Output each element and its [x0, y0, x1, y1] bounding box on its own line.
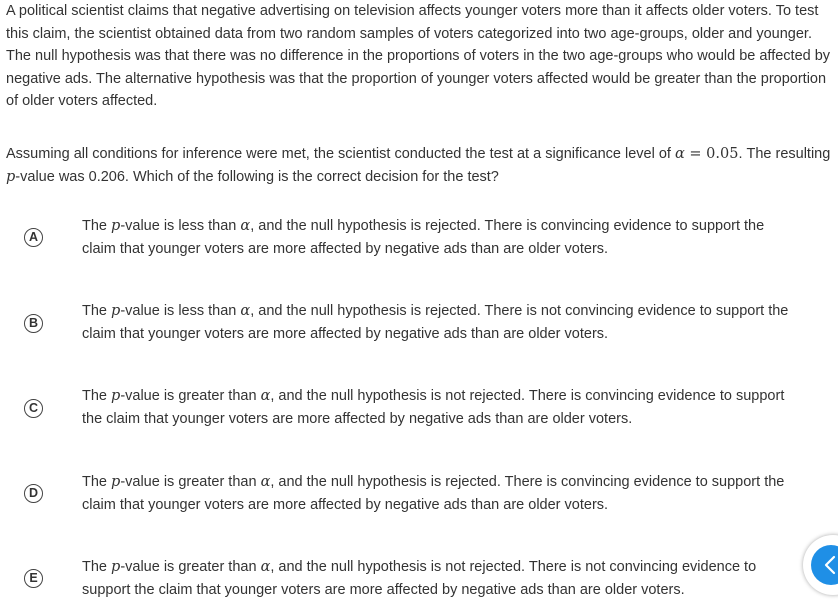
option-text-part: The: [82, 474, 112, 490]
side-panel-toggle-circle[interactable]: [811, 545, 838, 585]
option-b-text: [82, 300, 794, 345]
question-stem-paragraph-2: [6, 143, 834, 188]
stem-text-part-2: . The resulting: [738, 146, 831, 162]
p-symbol: p: [111, 303, 121, 319]
option-letter-c-button[interactable]: C: [24, 399, 43, 418]
alpha-symbol: α: [260, 474, 271, 490]
option-text-part: -value is greater than: [120, 559, 261, 575]
stem-text-part-3: -value was 0.206. Which of the following is the correct decision for the test?: [15, 168, 499, 185]
option-letter-a-button[interactable]: A: [24, 228, 43, 247]
option-text-part: , and the null hypothesis is not rejected. There is not convincing evidence to support the claim that younger voters are more affected by negative ads than are older voters.: [82, 559, 757, 598]
alpha-symbol: α: [240, 303, 251, 319]
p-symbol: p: [111, 388, 121, 404]
alpha-symbol: α: [260, 559, 271, 575]
option-letter-d-button[interactable]: D: [24, 484, 43, 503]
option-text-part: -value is greater than: [120, 388, 261, 404]
option-a-text: [82, 215, 794, 260]
option-text-part: -value is greater than: [120, 474, 261, 490]
answer-option-b[interactable]: [0, 300, 838, 360]
option-d-text: [82, 471, 794, 516]
option-text-part: The: [82, 388, 112, 404]
option-text-part: The: [82, 303, 112, 319]
question-stem-paragraph-1: A political scientist claims that negative advertising on television affects younger voters more than it affects older voters. To test this claim, the scientist obtained data from two random samples of voters categorized into two age-groups, older and younger. The null hypothesis was that there was no difference in the proportions of voters in the two age-groups who would be affected by negative ads. The alternative hypothesis was that the proportion of younger voters affected would be greater than the proportion of older voters affected.: [6, 3, 831, 110]
alpha-symbol: α: [674, 146, 685, 162]
option-text-part: The: [82, 218, 112, 234]
option-text-part: -value is less than: [120, 218, 241, 234]
chevron-left-icon: [822, 555, 838, 575]
alpha-symbol: α: [240, 218, 251, 234]
option-e-text: [82, 556, 794, 601]
answer-option-c[interactable]: [0, 385, 838, 445]
option-text-part: , and the null hypothesis is rejected. There is not convincing evidence to support the claim that younger voters are more affected by negative ads than are older voters.: [82, 303, 789, 342]
option-text-part: -value is less than: [120, 303, 241, 319]
answer-option-e[interactable]: [0, 556, 838, 612]
answer-option-d[interactable]: [0, 471, 838, 531]
p-symbol: p: [111, 218, 121, 234]
p-symbol: p: [6, 168, 16, 185]
equals-sign: =: [684, 146, 707, 162]
option-text-part: , and the null hypothesis is rejected. There is convincing evidence to support the claim that younger voters are more affected by negative ads than are older voters.: [82, 218, 765, 257]
answer-option-a[interactable]: [0, 215, 838, 275]
option-letter-e-button[interactable]: E: [24, 569, 43, 588]
p-symbol: p: [111, 559, 121, 575]
option-c-text: [82, 385, 794, 430]
stem-text-part-1: Assuming all conditions for inference were met, the scientist conducted the test at a significance level of: [6, 146, 675, 162]
option-text-part: The: [82, 559, 112, 575]
option-letter-b-button[interactable]: B: [24, 314, 43, 333]
alpha-value: 0.05: [706, 146, 739, 162]
option-text-part: , and the null hypothesis is rejected. There is convincing evidence to support the claim that younger voters are more affected by negative ads than are older voters.: [82, 474, 785, 513]
alpha-symbol: α: [260, 388, 271, 404]
option-text-part: , and the null hypothesis is not rejected. There is convincing evidence to support the claim that younger voters are more affected by negative ads than are older voters.: [82, 388, 785, 427]
p-symbol: p: [111, 474, 121, 490]
